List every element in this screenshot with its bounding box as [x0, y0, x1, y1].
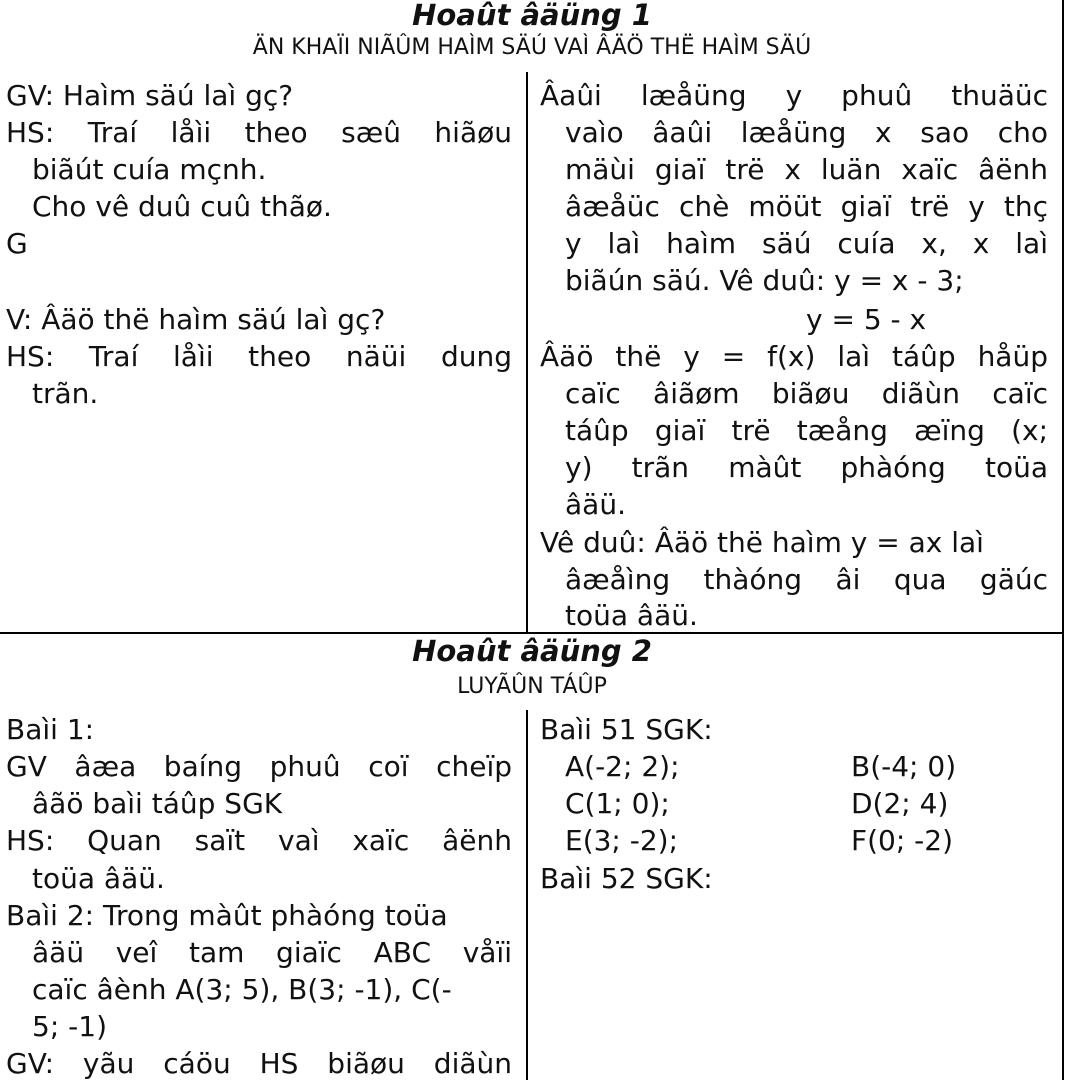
a1-right-line-7: Âäö thë y = f(x) laì táûp håüp: [540, 340, 1048, 373]
a2-left-line-0: Baìi 1:: [6, 713, 95, 746]
a1-left-line-6: HS: Traí låìi theo näüi dung: [6, 340, 512, 373]
a2-right-footer: Baìi 52 SGK:: [540, 862, 713, 895]
a2-left-line-8: 5; -1): [32, 1010, 107, 1043]
column-divider-2: [526, 710, 528, 1080]
a1-left-line-2: biãút cuía mçnh.: [32, 153, 267, 186]
a1-right-line-1: vaìo âaûi læåüng x sao cho: [565, 116, 1048, 149]
a1-right-line-11: âäü.: [565, 488, 626, 521]
point-a: A(-2; 2);: [565, 750, 680, 783]
a1-right-line-0: Âaûi læåüng y phuû thuäüc: [540, 79, 1048, 112]
a2-left-line-7: caïc âènh A(3; 5), B(3; -1), C(-: [32, 973, 452, 1006]
a1-left-line-0: GV: Haìm säú laì gç?: [6, 79, 294, 112]
a2-left-line-2: âãö baìi táûp SGK: [32, 787, 283, 820]
a1-right-line-4: y laì haìm säú cuía x, x laì: [565, 227, 1048, 260]
a2-left-line-5: Baìi 2: Trong màût phàóng toüa: [6, 899, 448, 932]
point-b: B(-4; 0): [851, 750, 957, 783]
activity1-title: Hoaût âäüng 1: [412, 0, 652, 32]
a1-right-line-12: Vê duû: Âäö thë haìm y = ax laì: [540, 526, 984, 559]
a1-left-line-1: HS: Traí låìi theo sæû hiãøu: [6, 116, 512, 149]
a1-right-line-5: biãún säú. Vê duû: y = x - 3;: [565, 264, 964, 297]
column-divider-1: [526, 72, 528, 632]
a1-right-line-10: y) trãn màût phàóng toüa: [565, 451, 1048, 484]
a1-right-line-9: táûp giaï trë tæång æïng (x;: [565, 414, 1048, 447]
a1-right-line-13: âæåìng thàóng âi qua gäúc: [565, 563, 1048, 596]
a2-left-line-3: HS: Quan saït vaì xaïc âënh: [6, 824, 512, 857]
a1-right-line-6: y = 5 - x: [806, 303, 927, 336]
a1-right-line-14: toüa âäü.: [565, 599, 698, 632]
a1-left-line-4: G: [6, 227, 28, 260]
a2-right-header: Baìi 51 SGK:: [540, 713, 713, 746]
point-d: D(2; 4): [851, 787, 949, 820]
a1-right-line-2: mäùi giaï trë x luän xaïc âënh: [565, 153, 1048, 186]
a2-left-line-6: âäü veî tam giaïc ABC våïi: [32, 936, 512, 969]
point-f: F(0; -2): [851, 824, 954, 857]
a1-left-line-5: V: Âäö thë haìm säú laì gç?: [6, 303, 386, 336]
a1-left-line-3: Cho vê duû cuû thãø.: [32, 190, 332, 223]
activity2-title: Hoaût âäüng 2: [412, 634, 652, 668]
a2-left-line-1: GV âæa baíng phuû coï cheïp: [6, 750, 512, 783]
a2-left-line-9: GV: yãu cáöu HS biãøu diãùn: [6, 1047, 512, 1080]
a2-left-line-4: toüa âäü.: [32, 862, 165, 895]
a1-right-line-8: caïc âiãøm biãøu diãùn caïc: [565, 377, 1048, 410]
activity1-subtitle: ÄN KHAÏI NIÃÛM HAÌM SÄÚ VAÌ ÂÄÖ THË HAÌM SÄÚ: [252, 35, 812, 60]
activity2-subtitle: LUYÃÛN TÁÛP: [457, 674, 607, 699]
point-c: C(1; 0);: [565, 787, 670, 820]
a1-right-line-3: âæåüc chè möüt giaï trë y thç: [565, 190, 1048, 223]
point-e: E(3; -2);: [565, 824, 679, 857]
a1-left-line-7: trãn.: [32, 377, 99, 410]
